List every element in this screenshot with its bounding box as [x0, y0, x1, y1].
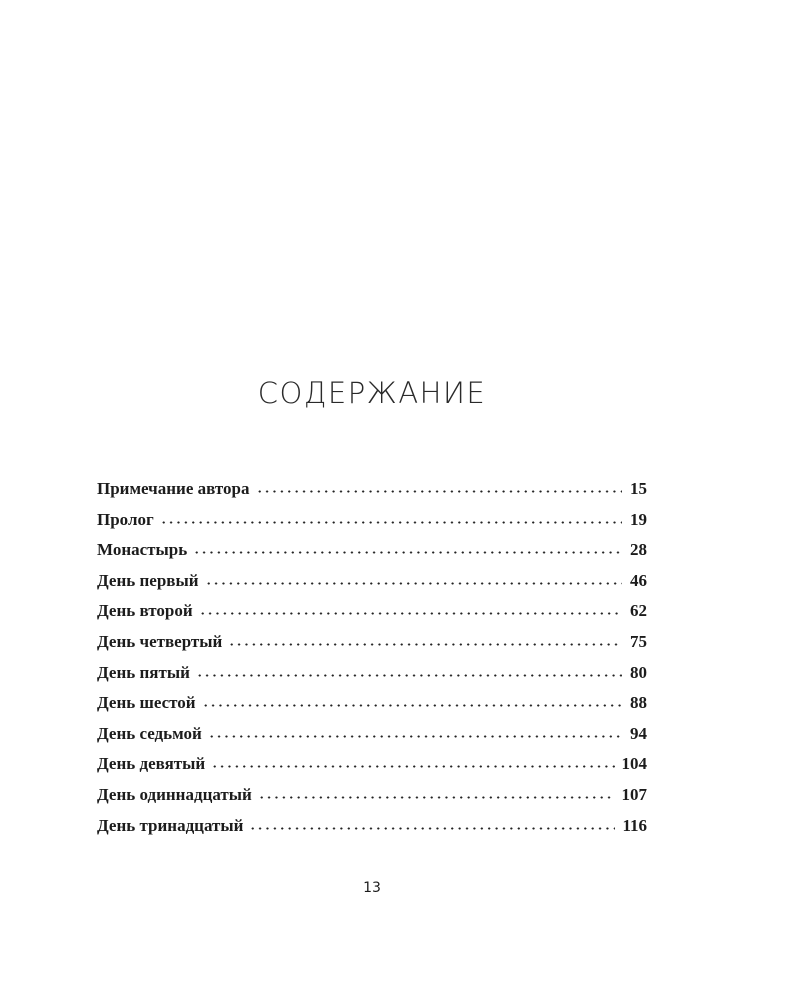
toc-entry-label: Пролог: [97, 509, 154, 529]
toc-entry-page: 75: [630, 631, 647, 651]
table-of-contents: [97, 474, 647, 841]
dot-leader: [208, 734, 622, 739]
toc-entry-page: 107: [621, 784, 647, 804]
toc-entry-page: 46: [630, 570, 647, 590]
dot-leader: [193, 550, 622, 555]
dot-leader: [211, 764, 614, 769]
toc-entry-page: 94: [630, 723, 647, 743]
dot-leader: [249, 826, 615, 831]
toc-entry: [97, 505, 647, 536]
toc-entry: [97, 719, 647, 750]
toc-entry: [97, 535, 647, 566]
toc-entry-label: День второй: [97, 601, 193, 621]
toc-entry-page: 15: [630, 479, 647, 498]
toc-entry-label: День одиннадцатый: [97, 784, 252, 804]
toc-entry: [97, 566, 647, 597]
toc-entry: [97, 474, 647, 505]
toc-entry: [97, 658, 647, 689]
dot-leader: [196, 673, 622, 678]
toc-entry-label: День тринадцатый: [97, 815, 244, 835]
toc-entry: [97, 596, 647, 627]
toc-entry-label: День девятый: [97, 754, 206, 774]
toc-entry-page: 62: [630, 601, 647, 621]
toc-entry-page: 80: [630, 662, 647, 682]
page-number: 13: [363, 880, 381, 896]
toc-entry: [97, 749, 647, 780]
toc-entry-page: 104: [621, 754, 647, 774]
dot-leader: [160, 520, 622, 525]
dot-leader: [205, 581, 622, 586]
toc-entry-page: 88: [630, 693, 647, 713]
toc-entry: [97, 688, 647, 719]
dot-leader: [202, 703, 622, 708]
toc-entry-label: Монастырь: [97, 540, 188, 560]
toc-entry-page: 28: [630, 540, 647, 560]
toc-entry-label: День седьмой: [97, 723, 202, 743]
toc-entry-label: День первый: [97, 570, 199, 590]
toc-entry-page: 19: [630, 509, 647, 529]
toc-entry-label: День шестой: [97, 693, 196, 713]
toc-entry-label: Примечание автора: [97, 479, 250, 498]
toc-entry: [97, 811, 647, 842]
toc-entry: [97, 780, 647, 811]
dot-leader: [256, 489, 623, 494]
dot-leader: [228, 642, 622, 647]
dot-leader: [199, 611, 622, 616]
toc-entry-label: День пятый: [97, 662, 190, 682]
dot-leader: [258, 795, 615, 800]
toc-entry-page: 116: [622, 815, 647, 835]
toc-entry: [97, 627, 647, 658]
toc-entry-label: День четвертый: [97, 631, 223, 651]
page-title: СОДЕРЖАНИЕ: [257, 376, 487, 410]
